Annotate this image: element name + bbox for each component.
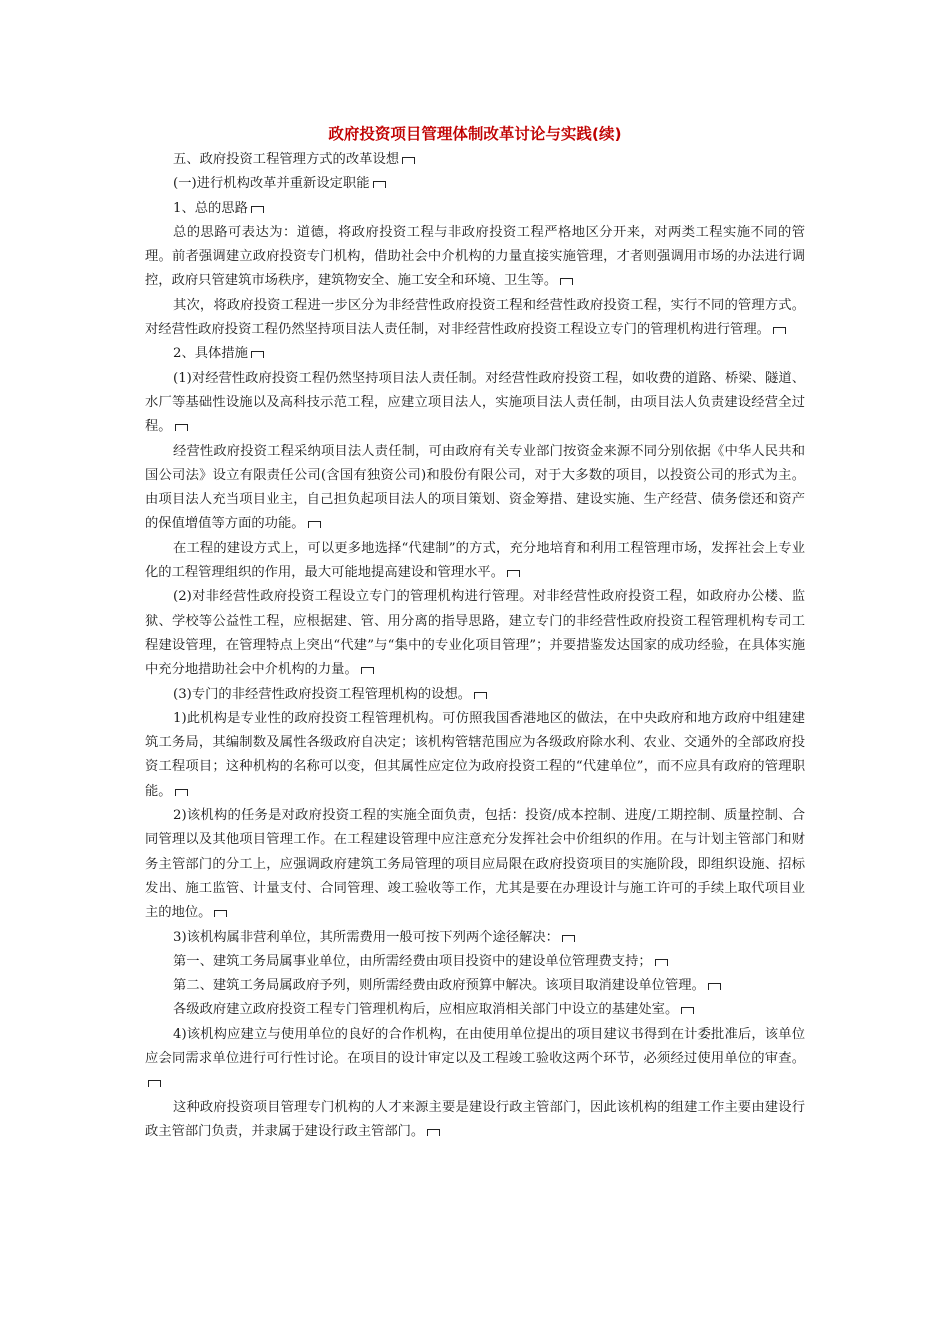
paragraph-end-mark-icon [427,1129,440,1136]
paragraph [145,998,805,1022]
paragraph-end-mark-icon [773,327,786,334]
document-title: 政府投资项目管理体制改革讨论与实践(续) [328,125,622,143]
paragraph-text: 2、具体措施 [173,346,248,362]
paragraph [145,172,805,196]
paragraph-text: 1)此机构是专业性的政府投资工程管理机构。可仿照我国香港地区的做法，在中央政府和地方政府中组建建筑工务局，其编制数及属性各级政府自决定；该机构管辖范围应为各级政府除水利、农业、交通外的全部政府投资工程项目；这种机构的名称可以变，但其属性应定位为政府投资工程的“代建单位”，而不应具有政府的管理职能。 [145,710,805,799]
paragraph [145,1096,805,1145]
paragraph-end-mark-icon [361,667,374,674]
paragraph-end-mark-icon [373,181,386,188]
paragraph-text: (3)专门的非经营性政府投资工程管理机构的设想。 [173,686,472,702]
paragraph-end-mark-icon [560,278,573,285]
paragraph-text: (一)进行机构改革并重新设定职能 [173,176,370,192]
paragraph-end-mark-icon [474,692,487,699]
paragraph-text: 各级政府建立政府投资工程专门管理机构后，应相应取消相关部门中设立的基建处室。 [173,1002,679,1018]
paragraph [145,221,805,294]
paragraph-end-mark-icon [655,959,668,966]
paragraph [145,367,805,440]
paragraph-end-mark-icon [308,521,321,528]
paragraph-text: (1)对经营性政府投资工程仍然坚持项目法人责任制。对经营性政府投资工程，如收费的道路、桥梁、隧道、水厂等基础性设施以及高科技示范工程，应建立项目法人，实施项目法人责任制，由项目法人负责建设经营全过程。 [145,370,805,435]
document-body [145,148,805,1144]
paragraph-end-mark-icon [214,910,227,917]
paragraph [145,683,805,707]
paragraph [145,342,805,366]
paragraph-end-mark-icon [175,789,188,796]
paragraph [145,537,805,586]
paragraph [145,148,805,172]
paragraph [145,294,805,343]
paragraph-text: 4)该机构应建立与使用单位的良好的合作机构，在由使用单位提出的项目建议书得到在计委批准后，该单位应会同需求单位进行可行性讨论。在项目的设计审定以及工程竣工验收这两个环节，必须经过使用单位的审查。 [145,1026,805,1066]
paragraph-end-mark-icon [562,935,575,942]
paragraph-text: 第一、建筑工务局属事业单位，由所需经费由项目投资中的建设单位管理费支持； [173,953,652,969]
paragraph-text: 1、总的思路 [173,200,248,216]
paragraph-end-mark-icon [708,983,721,990]
paragraph-end-mark-icon [148,1080,161,1087]
paragraph-text: 其次，将政府投资工程进一步区分为非经营性政府投资工程和经营性政府投资工程，实行不同的管理方式。对经营性政府投资工程仍然坚持项目法人责任制，对非经营性政府投资工程设立专门的管理机构进行管理。 [145,297,805,338]
paragraph-text: 总的思路可表达为：道德，将政府投资工程与非政府投资工程严格地区分开来，对两类工程实施不同的管理。前者强调建立政府投资专门机构，借助社会中介机构的力量直接实施管理，才者则强调用市场的办法进行调控，政府只管建筑市场秩序，建筑物安全、施工安全和环境、卫生等。 [145,224,805,289]
paragraph [145,950,805,974]
paragraph [145,440,805,537]
paragraph [145,585,805,682]
paragraph [145,707,805,804]
paragraph-text: 2)该机构的任务是对政府投资工程的实施全面负责，包括：投资/成本控制、进度/工期控制、质量控制、合同管理以及其他项目管理工作。在工程建设管理中应注意充分发挥社会中价组织的作用。在与计划主管部门和财务主管部门的分工上，应强调政府建筑工务局管理的项目应局限在政府投资项目的实施阶段，即组织设施、招标发出、施工监管、计量支付、合同管理、竣工验收等工作，尤其是要在办理设计与施工许可的手续上取代项目业主的地位。 [145,808,805,921]
paragraph-text: 经营性政府投资工程采纳项目法人责任制，可由政府有关专业部门按资金来源不同分别依据《中华人民共和国公司法》设立有限责任公司(含国有独资公司)和股份有限公司，对于大多数的项目，以投资公司的形式为主。由项目法人充当项目业主，自己担负起项目法人的项目策划、资金筹措、建设实施、生产经营、债务偿还和资产的保值增值等方面的功能。 [145,443,805,532]
paragraph [145,197,805,221]
paragraph-end-mark-icon [507,570,520,577]
paragraph-end-mark-icon [175,424,188,431]
paragraph-text: (2)对非经营性政府投资工程设立专门的管理机构进行管理。对非经营性政府投资工程，如政府办公楼、监狱、学校等公益性工程，应根据建、管、用分离的指导思路，建立专门的非经营性政府投资工程管理机构专司工程建设管理，在管理特点上突出“代建”与“集中的专业化项目管理”；并要措鉴发达国家的成功经验，在具体实施中充分地措助社会中介机构的力量。 [145,589,805,678]
paragraph-text: 五、政府投资工程管理方式的改革设想 [173,152,400,167]
paragraph-text: 这种政府投资项目管理专门机构的人才来源主要是建设行政主管部门，因此该机构的组建工作主要由建设行政主管部门负责，并隶属于建设行政主管部门。 [145,1099,805,1139]
paragraph [145,974,805,998]
document-page [145,122,805,1144]
paragraph [145,1023,805,1096]
paragraph-end-mark-icon [402,157,415,164]
paragraph-text: 第二、建筑工务局属政府予列，则所需经费由政府预算中解决。该项目取消建设单位管理。 [173,978,705,994]
paragraph [145,926,805,950]
paragraph [145,804,805,925]
paragraph-end-mark-icon [251,351,264,358]
paragraph-text: 3)该机构属非营利单位，其所需费用一般可按下列两个途径解决： [173,929,559,945]
paragraph-end-mark-icon [251,206,264,213]
paragraph-text: 在工程的建设方式上，可以更多地选择“代建制”的方式，充分地培育和利用工程管理市场，发挥社会上专业化的工程管理组织的作用，最大可能地提高建设和管理水平。 [145,540,805,581]
paragraph-end-mark-icon [681,1007,694,1014]
